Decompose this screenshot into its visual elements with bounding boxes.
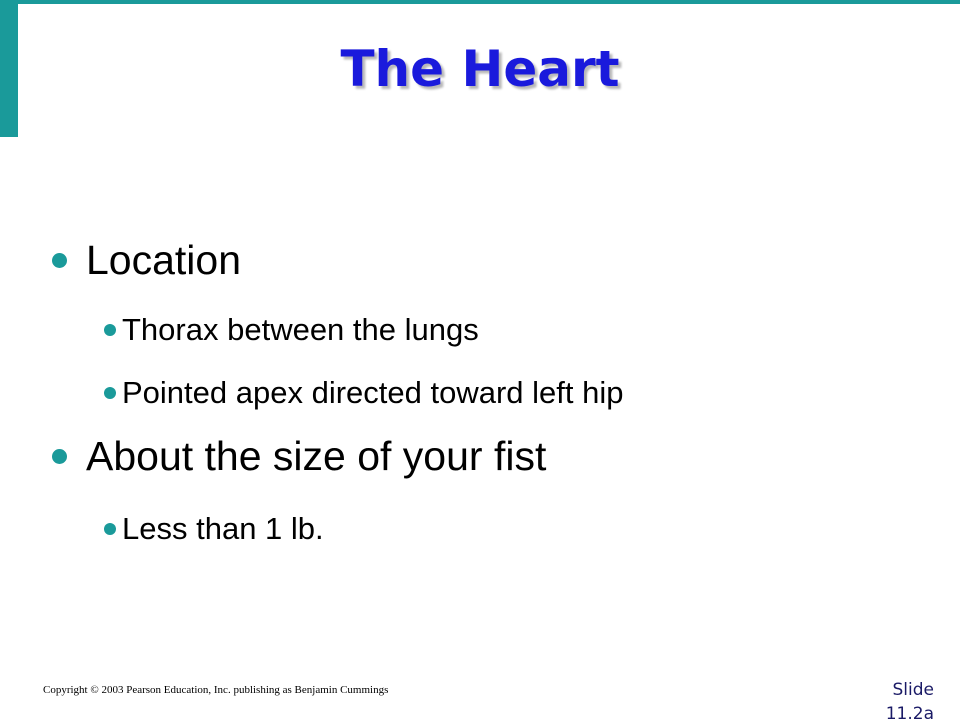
slide-title: The Heart: [340, 40, 620, 98]
bullet-item-location: [52, 237, 241, 284]
bullet-text: About the size of your fist: [86, 433, 547, 479]
slide-number: 11.2a: [885, 704, 934, 724]
bullet-dot-icon: [52, 449, 67, 464]
copyright-notice: Copyright © 2003 Pearson Education, Inc. publishing as Benjamin Cummings: [43, 684, 389, 696]
bullet-text: Location: [86, 237, 242, 283]
bullet-dot-icon: [104, 324, 116, 336]
sub-bullet-item: [104, 375, 623, 411]
sub-bullet-item: [104, 511, 324, 547]
sub-bullet-item: [104, 312, 479, 348]
bullet-dot-icon: [52, 253, 67, 268]
bullet-dot-icon: [104, 523, 116, 535]
sub-bullet-text: Less than 1 lb.: [122, 511, 324, 546]
slide-number-label: [886, 678, 934, 726]
bullet-dot-icon: [104, 387, 116, 399]
slide-label: Slide: [892, 680, 934, 700]
sub-bullet-text: Pointed apex directed toward left hip: [122, 375, 624, 410]
top-accent-bar: [0, 0, 960, 4]
sub-bullet-text: Thorax between the lungs: [122, 312, 479, 347]
bullet-item-size: [52, 433, 546, 480]
